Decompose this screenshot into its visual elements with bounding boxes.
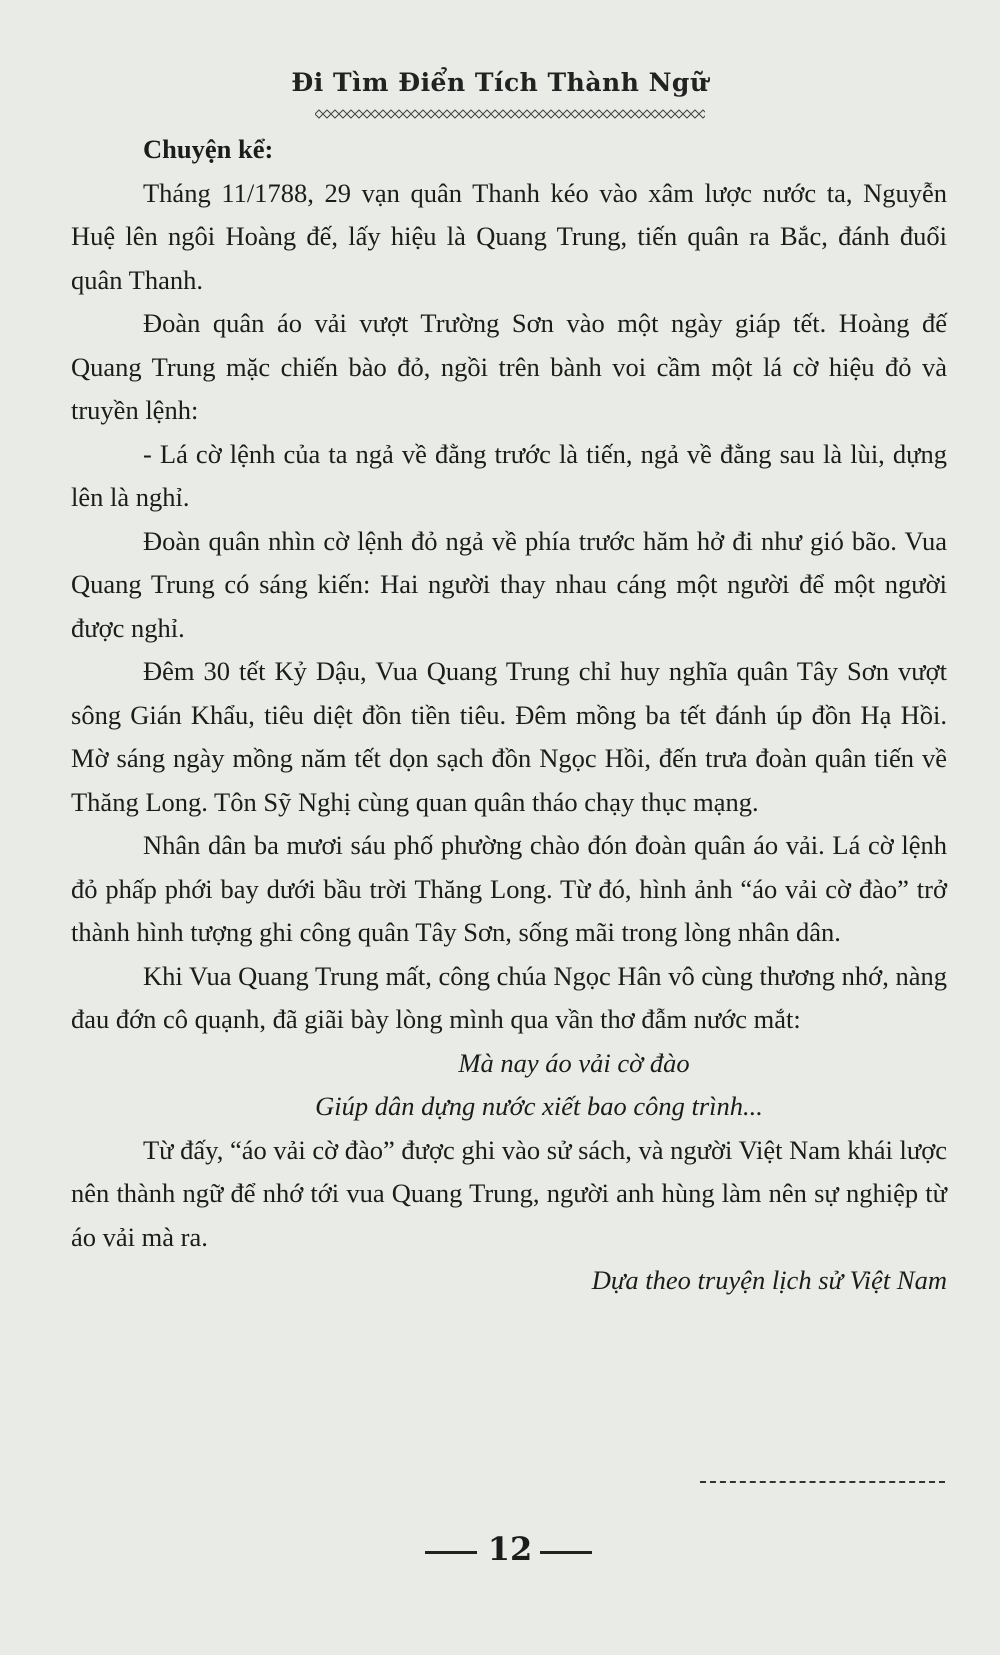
paragraph: Đoàn quân áo vải vượt Trường Sơn vào một ngày giáp tết. Hoàng đế Quang Trung mặc chiến bào đỏ, ngồi trên bành voi cầm một lá cờ hiệu đỏ và truyền lệnh: [71,308,947,425]
page-number: 12 [487,1530,533,1568]
page-footer [0,1530,1000,1570]
paragraph: Đêm 30 tết Kỷ Dậu, Vua Quang Trung chỉ huy nghĩa quân Tây Sơn vượt sông Gián Khẩu, tiêu diệt đồn tiền tiêu. Đêm mồng ba tết đánh úp đồn Hạ Hồi. Mờ sáng ngày mồng năm tết dọn sạch đồn Ngọc Hồi, đến trưa đoàn quân tiến về Thăng Long. Tôn Sỹ Nghị cùng quan quân tháo chạy thục mạng. [71,656,947,817]
verse-line: Mà nay áo vải cờ đào [458,1047,690,1078]
paragraph: - Lá cờ lệnh của ta ngả về đằng trước là tiến, ngả về đằng sau là lùi, dựng lên là nghỉ. [71,438,947,512]
story-heading: Chuyện kể: [143,134,274,164]
paragraph: Tháng 11/1788, 29 vạn quân Thanh kéo vào xâm lược nước ta, Nguyễn Huệ lên ngôi Hoàng đế, lấy hiệu là Quang Trung, tiến quân ra Bắc, đánh đuổi quân Thanh. [71,177,947,295]
page-header [0,68,1000,97]
closing-paragraph: Từ đấy, “áo vải cờ đào” được ghi vào sử sách, và người Việt Nam khái lược nên thành ngữ để nhớ tới vua Quang Trung, người anh hùng làm nên sự nghiệp từ áo vải mà ra. [71,1134,948,1252]
book-title: Đi Tìm Điển Tích Thành Ngữ [291,68,709,97]
paragraph: Khi Vua Quang Trung mất, công chúa Ngọc Hân vô cùng thương nhớ, nàng đau đớn cô quạnh, đã giãi bày lòng mình qua vần thơ đẫm nước mắt: [71,960,947,1034]
footer-rule-left [425,1551,477,1554]
header-ornament [315,109,705,119]
end-divider [700,1481,945,1483]
story-body [71,128,947,1303]
source-attribution: Dựa theo truyện lịch sử Việt Nam [591,1265,947,1295]
paragraph: Đoàn quân nhìn cờ lệnh đỏ ngả về phía trước hăm hở đi như gió bão. Vua Quang Trung có sáng kiến: Hai người thay nhau cáng một người để một người được nghỉ. [71,525,947,643]
footer-rule-right [540,1551,592,1554]
paragraph: Nhân dân ba mươi sáu phố phường chào đón đoàn quân áo vải. Lá cờ lệnh đỏ phấp phới bay dưới bầu trời Thăng Long. Từ đó, hình ảnh “áo vải cờ đào” trở thành hình tượng ghi công quân Tây Sơn, sống mãi trong lòng nhân dân. [71,830,947,947]
verse-line: Giúp dân dựng nước xiết bao công trình... [315,1091,763,1121]
